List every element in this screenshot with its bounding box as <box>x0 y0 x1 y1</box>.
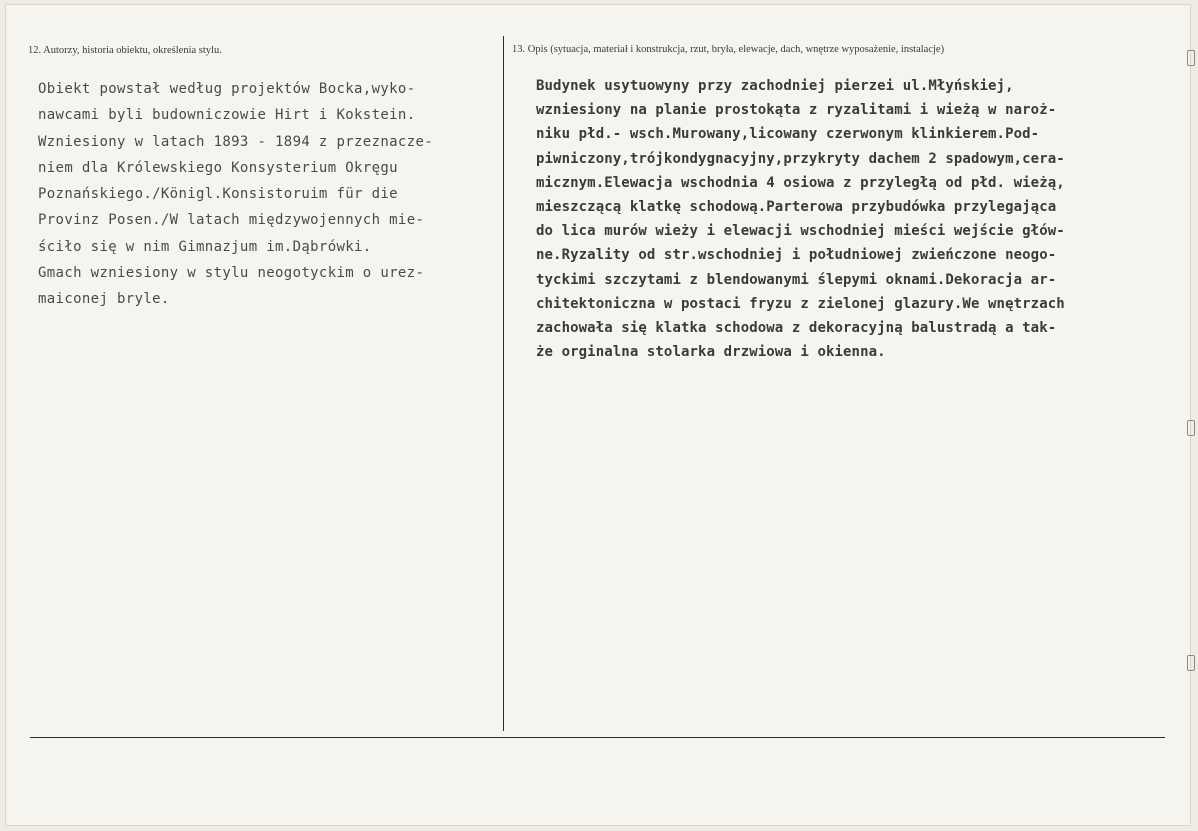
text-line: Budynek usytuowyny przy zachodniej pierzei ul.Młyńskiej, <box>536 78 1014 94</box>
edge-mark <box>1187 655 1195 671</box>
text-line: Wzniesiony w latach 1893 - 1894 z przeznacze- <box>38 133 434 150</box>
text-line: ściło się w nim Gimnazjum im.Dąbrówki. <box>38 238 372 255</box>
text-line: Gmach wzniesiony w stylu neogotyckim o urez- <box>38 265 425 282</box>
field-12-text <box>38 76 433 313</box>
text-line: nawcami byli budowniczowie Hirt i Kokstein. <box>38 107 416 124</box>
text-line: Poznańskiego./Königl.Konsistoruim für die <box>38 186 398 203</box>
field-13-text <box>536 74 1065 364</box>
text-line: że orginalna stolarka drzwiowa i okienna. <box>536 344 886 361</box>
text-line: niku płd.- wsch.Murowany,licowany czerwonym klinkierem.Pod- <box>536 126 1040 143</box>
text-line: wzniesiony na planie prostokąta z ryzalitami i wieżą w naroż- <box>536 102 1057 119</box>
text-line: tyckimi szczytami z blendowanymi ślepymi oknami.Dekoracja ar- <box>536 271 1057 288</box>
field-13-label: 13. Opis (sytuacja, materiał i konstrukcja, rzut, bryła, elewacje, dach, wnętrze wyposażenie, instalacje) <box>512 44 945 55</box>
text-line: micznym.Elewacja wschodnia 4 osiowa z przyległą od płd. wieżą, <box>536 174 1065 191</box>
column-divider <box>503 36 504 731</box>
bottom-rule <box>30 737 1165 738</box>
text-line: do lica murów wieży i elewacji wschodniej mieści wejście głów- <box>536 223 1065 240</box>
text-line: maiconej bryle. <box>38 291 170 308</box>
text-line: mieszczącą klatkę schodową.Parterowa przybudówka przylegająca <box>536 199 1057 216</box>
field-12-label: 12. Autorzy, historia obiektu, określenia stylu. <box>28 45 222 56</box>
edge-mark <box>1187 50 1195 66</box>
text-line: ne.Ryzality od str.wschodniej i południowej zwieńczone neogo- <box>536 247 1057 264</box>
text-line: chitektoniczna w postaci fryzu z zielonej glazury.We wnętrzach <box>536 295 1065 312</box>
text-line: Obiekt powstał według projektów Bocka,wyko- <box>38 81 416 97</box>
text-line: piwniczony,trójkondygnacyjny,przykryty dachem 2 spadowym,cera- <box>536 150 1065 167</box>
edge-mark <box>1187 420 1195 436</box>
text-line: niem dla Królewskiego Konsysterium Okręgu <box>38 159 398 176</box>
text-line: zachowała się klatka schodowa z dekoracyjną balustradą a tak- <box>536 320 1057 337</box>
text-line: Provinz Posen./W latach międzywojennych mie- <box>38 212 425 229</box>
